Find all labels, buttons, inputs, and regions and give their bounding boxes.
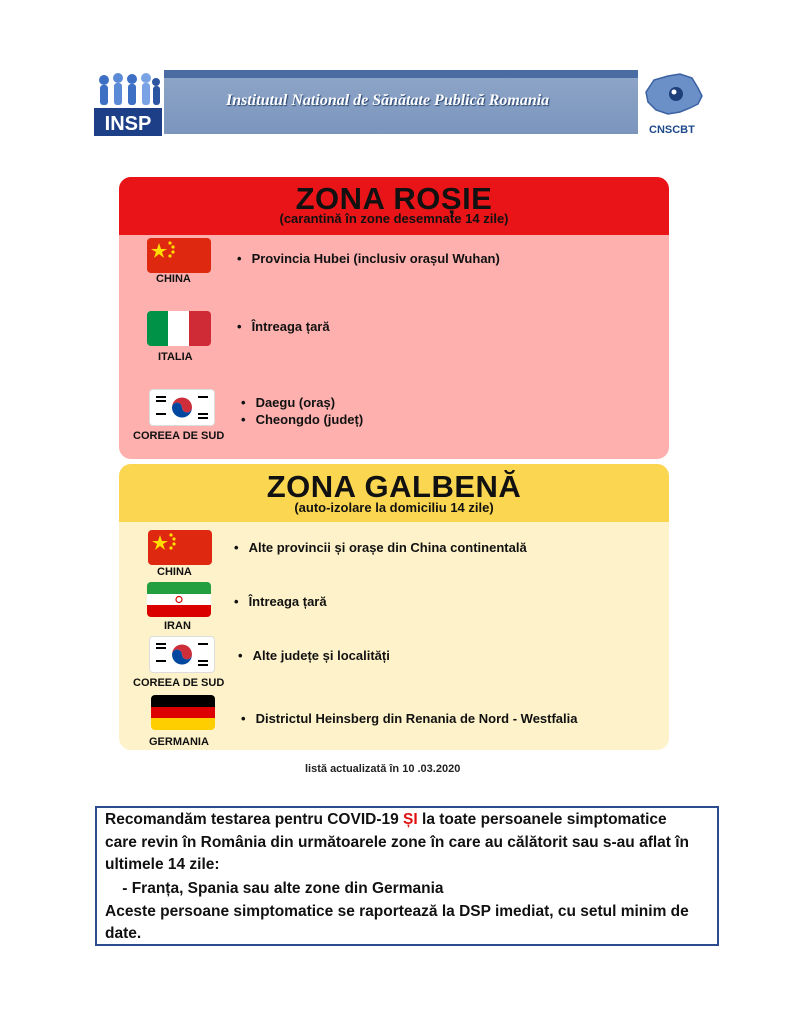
cnscbt-label: CNSCBT xyxy=(649,124,695,136)
zone-item: • Alte județe și localități xyxy=(238,648,390,663)
zone-item: • Districtul Heinsberg din Renania de Nord - Westfalia xyxy=(241,711,578,726)
country-name: ITALIA xyxy=(158,351,193,363)
country-name: COREEA DE SUD xyxy=(133,677,225,689)
china-flag-icon xyxy=(148,530,212,565)
recommendation-line-4: - Franța, Spania sau alte zone din Germania xyxy=(105,880,444,897)
yellow-zone-header xyxy=(119,464,669,522)
zone-item: • Daegu (oraș) xyxy=(241,395,335,410)
country-name: GERMANIA xyxy=(149,736,209,748)
china-flag-icon xyxy=(147,238,211,273)
germany-flag-icon xyxy=(151,695,215,730)
update-date: listă actualizată în 10 .03.2020 xyxy=(305,763,461,775)
recommendation-line-3: ultimele 14 zile: xyxy=(105,856,220,873)
country-name: COREEA DE SUD xyxy=(133,430,225,442)
insp-logo xyxy=(94,70,162,136)
yellow-zone-subtitle: (auto-izolare la domiciliu 14 zile) xyxy=(294,500,494,515)
italy-flag-icon xyxy=(147,311,211,346)
recommendation-box xyxy=(95,806,719,946)
red-zone-subtitle: (carantină în zone desemnate 14 zile) xyxy=(279,211,509,226)
recommendation-line-1: Recomandăm testarea pentru COVID-19 ȘI la toate persoanele simptomatice xyxy=(105,811,667,828)
zone-item: • Alte provincii și orașe din China continentală xyxy=(234,540,527,555)
insp-logo-text: INSP xyxy=(104,113,152,135)
recommendation-line-5: Aceste persoane simptomatice se raportează la DSP imediat, cu setul minim de xyxy=(105,903,689,920)
country-name: CHINA xyxy=(156,273,191,285)
south-korea-flag-icon xyxy=(149,636,215,673)
red-zone-panel xyxy=(119,177,669,459)
zone-item: • Cheongdo (județ) xyxy=(241,412,363,427)
south-korea-flag-icon xyxy=(149,389,215,426)
header-title: Institutul National de Sănătate Publică Romania xyxy=(226,92,550,109)
recommendation-line-2: care revin în România din următoarele zone în care au călătorit sau s-au aflat în xyxy=(105,834,690,851)
red-zone-header xyxy=(119,177,669,235)
iran-flag-icon xyxy=(147,582,211,617)
zone-item: • Întreaga țară xyxy=(234,594,327,609)
zone-item: • Provincia Hubei (inclusiv orașul Wuhan) xyxy=(237,251,500,266)
recommendation-highlight: ȘI xyxy=(403,811,418,828)
zone-item: • Întreaga țară xyxy=(237,319,330,334)
yellow-zone-title: ZONA GALBENĂ xyxy=(266,469,522,504)
country-name: IRAN xyxy=(164,620,191,632)
yellow-zone-panel xyxy=(119,464,669,750)
country-name: CHINA xyxy=(157,566,192,578)
red-zone-title: ZONA ROȘIE xyxy=(295,181,493,216)
recommendation-line-6: date. xyxy=(105,925,142,942)
